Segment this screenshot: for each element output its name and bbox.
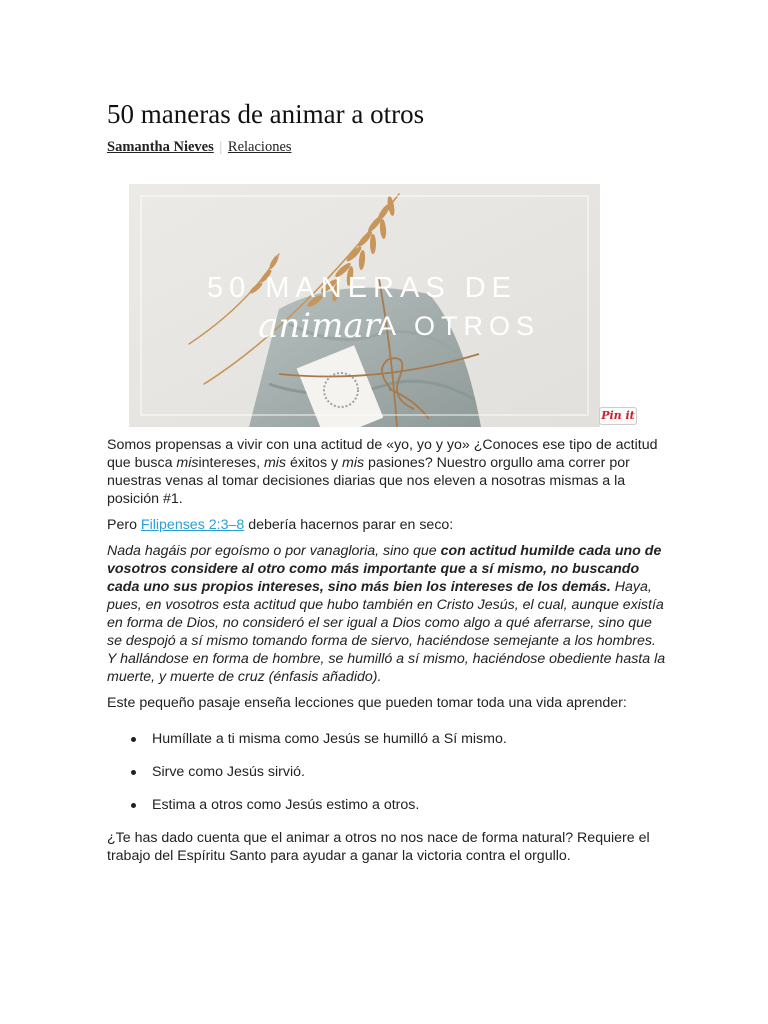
article-body [107, 436, 667, 873]
hero-line1: 50 MANERAS DE [206, 272, 518, 304]
author-link[interactable]: Samantha Nieves [107, 139, 214, 155]
paragraph-lessons: Este pequeño pasaje enseña lecciones que pueden tomar toda una vida aprender: [107, 695, 627, 711]
hero-illustration [129, 184, 600, 427]
list-item: Estima a otros como Jesús estimo a otros. [152, 796, 667, 814]
article-title: 50 maneras de animar a otros [107, 99, 425, 129]
paragraph-reference: Pero Filipenses 2:3–8 debería hacernos parar en seco: [107, 517, 454, 533]
meta-separator: | [219, 139, 223, 155]
article-meta [107, 138, 667, 156]
paragraph-closing: ¿Te has dado cuenta que el animar a otros no nos nace de forma natural? Requiere el trabajo del Espíritu Santo para ayudar a ganar la victoria contra el orgullo. [107, 830, 650, 864]
hero-script-word: animar [258, 306, 380, 346]
list-item: Humíllate a ti misma como Jesús se humilló a Sí mismo. [152, 730, 667, 748]
paragraph-intro: Somos propensas a vivir con una actitud de «yo, yo y yo» ¿Conoces ese tipo de actitud que busca misintereses, mis éxitos y mis pasiones? Nuestro orgullo ama correr por nuestras venas al tomar decisiones diarias que nos eleven a nosotras mismas a la posición #1. [107, 437, 658, 507]
list-item: Sirve como Jesús sirvió. [152, 763, 667, 781]
category-link[interactable]: Relaciones [227, 139, 292, 155]
pin-it-button[interactable]: Pin it [599, 407, 637, 425]
hero-image [129, 184, 600, 427]
scripture-link[interactable]: Filipenses 2:3–8 [140, 517, 245, 533]
lessons-list [107, 730, 667, 814]
hero-line2: A OTROS [377, 311, 541, 341]
scripture-quote: Nada hagáis por egoísmo o por vanagloria, sino que con actitud humilde cada uno de vosotros considere al otro como más importante que a sí mismo, no buscando cada uno sus propios intereses, sino más bien los intereses de los demás. Haya, pues, en vosotros esta actitud que hubo también en Cristo Jesús, el cual, aunque existía en forma de Dios, no consideró el ser igual a Dios como algo a qué aferrarse, sino que se despojó a sí mismo tomando forma de siervo, haciéndose semejante a los hombres. Y hallándose en forma de hombre, se humilló a sí mismo, haciéndose obediente hasta la muerte, y muerte de cruz (énfasis añadido). [107, 543, 666, 685]
